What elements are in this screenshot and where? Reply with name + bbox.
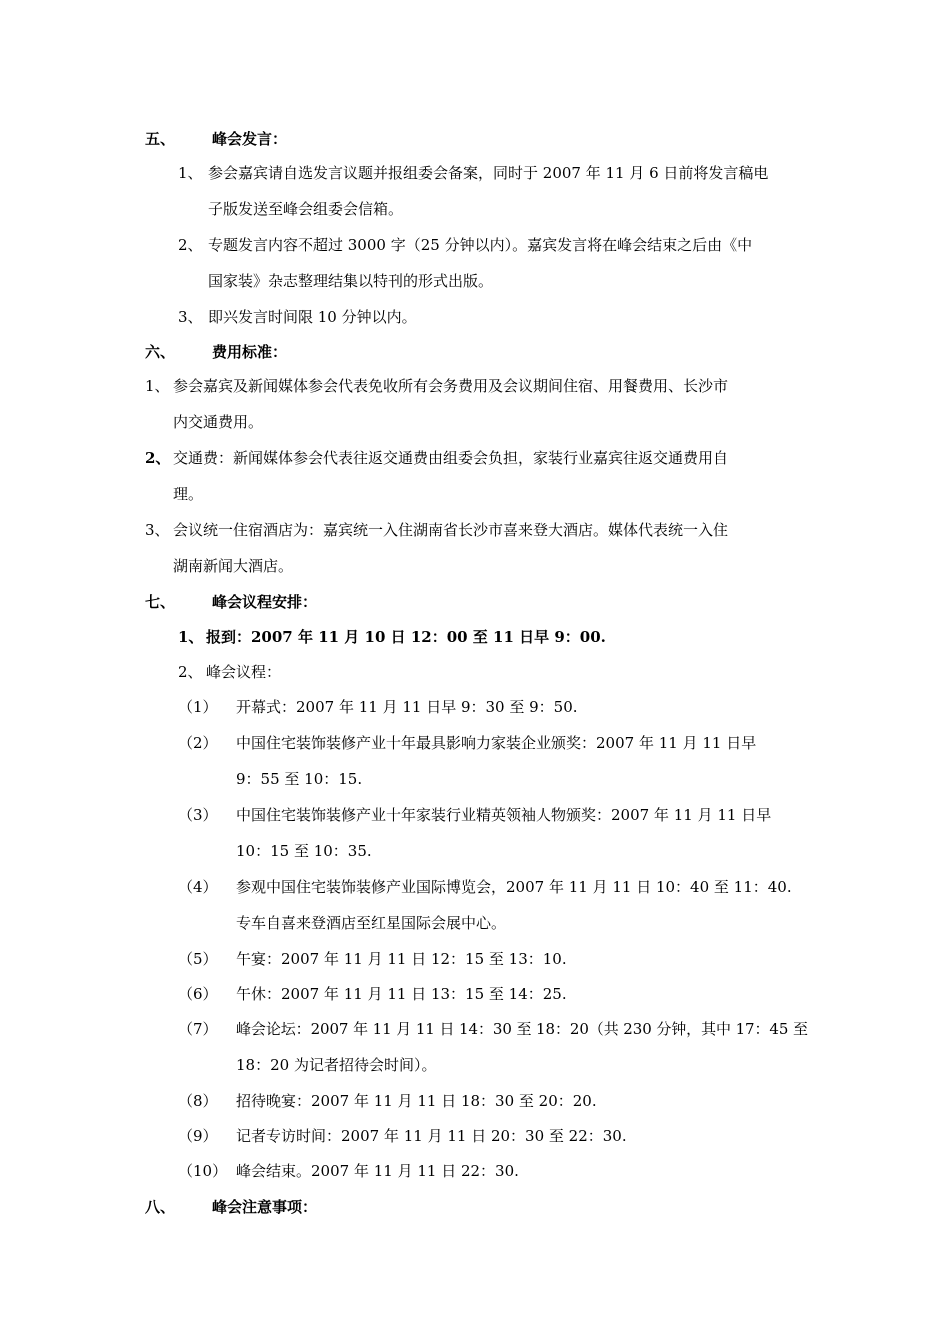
section-6-title: 费用标准： <box>212 343 288 361</box>
item-text: 峰会议程： <box>206 663 282 681</box>
agenda-text: 10：15 至 10：35. <box>236 842 372 860</box>
agenda-text: 开幕式：2007 年 11 月 11 日早 9：30 至 9：50. <box>236 698 578 716</box>
agenda-number: （8） <box>178 1092 218 1110</box>
section-8-title: 峰会注意事项： <box>212 1198 318 1216</box>
agenda-text: 参观中国住宅装饰装修产业国际博览会，2007 年 11 月 11 日 10：40 至 11：40. <box>236 878 792 896</box>
item-number: 3、 <box>145 521 170 539</box>
agenda-number: （2） <box>178 734 218 752</box>
item-text: 会议统一住宿酒店为：嘉宾统一入住湖南省长沙市喜来登大酒店。媒体代表统一入住 <box>173 521 729 539</box>
agenda-text: 中国住宅装饰装修产业十年最具影响力家装企业颁奖：2007 年 11 月 11 日早 <box>236 734 757 752</box>
agenda-number: （9） <box>178 1127 218 1145</box>
item-number: 2、 <box>178 663 203 681</box>
agenda-text: 18：20 为记者招待会时间）。 <box>236 1056 437 1074</box>
agenda-number: （1） <box>178 698 218 716</box>
item-text: 湖南新闻大酒店。 <box>173 557 294 575</box>
section-8-number: 八、 <box>145 1198 176 1216</box>
item-number: 2、 <box>178 236 203 254</box>
item-text: 内交通费用。 <box>173 413 264 431</box>
item-number: 2、 <box>145 449 171 467</box>
section-6-number: 六、 <box>145 343 176 361</box>
agenda-number: （7） <box>178 1020 218 1038</box>
agenda-text: 峰会论坛：2007 年 11 月 11 日 14：30 至 18：20（共 230 分钟，其中 17：45 至 <box>236 1020 808 1038</box>
agenda-text: 峰会结束。2007 年 11 月 11 日 22：30. <box>236 1162 519 1180</box>
agenda-number: （3） <box>178 806 218 824</box>
item-text: 即兴发言时间限 10 分钟以内。 <box>208 308 417 326</box>
agenda-text: 记者专访时间：2007 年 11 月 11 日 20：30 至 22：30. <box>236 1127 627 1145</box>
agenda-number: （6） <box>178 985 218 1003</box>
item-text: 理。 <box>173 485 204 503</box>
item-number: 3、 <box>178 308 203 326</box>
item-number: 1、 <box>145 377 170 395</box>
item-text: 交通费：新闻媒体参会代表往返交通费由组委会负担，家装行业嘉宾往返交通费用自 <box>173 449 729 467</box>
item-number: 1、 <box>178 164 203 182</box>
section-7-title: 峰会议程安排： <box>212 593 318 611</box>
agenda-text: 中国住宅装饰装修产业十年家装行业精英领袖人物颁奖：2007 年 11 月 11 日早 <box>236 806 772 824</box>
section-7-number: 七、 <box>145 593 176 611</box>
agenda-text: 专车自喜来登酒店至红星国际会展中心。 <box>236 914 507 932</box>
section-5-title: 峰会发言： <box>212 130 288 148</box>
item-number: 1、 <box>178 628 204 646</box>
item-text: 专题发言内容不超过 3000 字（25 分钟以内）。嘉宾发言将在峰会结束之后由《中 <box>208 236 753 254</box>
agenda-text: 午宴：2007 年 11 月 11 日 12：15 至 13：10. <box>236 950 567 968</box>
item-text: 国家装》杂志整理结集以特刊的形式出版。 <box>208 272 494 290</box>
item-text: 报到：2007 年 11 月 10 日 12：00 至 11 日早 9：00. <box>206 628 606 646</box>
agenda-number: （5） <box>178 950 218 968</box>
agenda-number: （10） <box>178 1162 228 1180</box>
agenda-text: 午休：2007 年 11 月 11 日 13：15 至 14：25. <box>236 985 567 1003</box>
section-5-number: 五、 <box>145 130 176 148</box>
agenda-number: （4） <box>178 878 218 896</box>
item-text: 参会嘉宾及新闻媒体参会代表免收所有会务费用及会议期间住宿、用餐费用、长沙市 <box>173 377 729 395</box>
agenda-text: 招待晚宴：2007 年 11 月 11 日 18：30 至 20：20. <box>236 1092 597 1110</box>
item-text: 参会嘉宾请自选发言议题并报组委会备案，同时于 2007 年 11 月 6 日前将发言稿电 <box>208 164 769 182</box>
agenda-text: 9：55 至 10：15. <box>236 770 363 788</box>
item-text: 子版发送至峰会组委会信箱。 <box>208 200 404 218</box>
